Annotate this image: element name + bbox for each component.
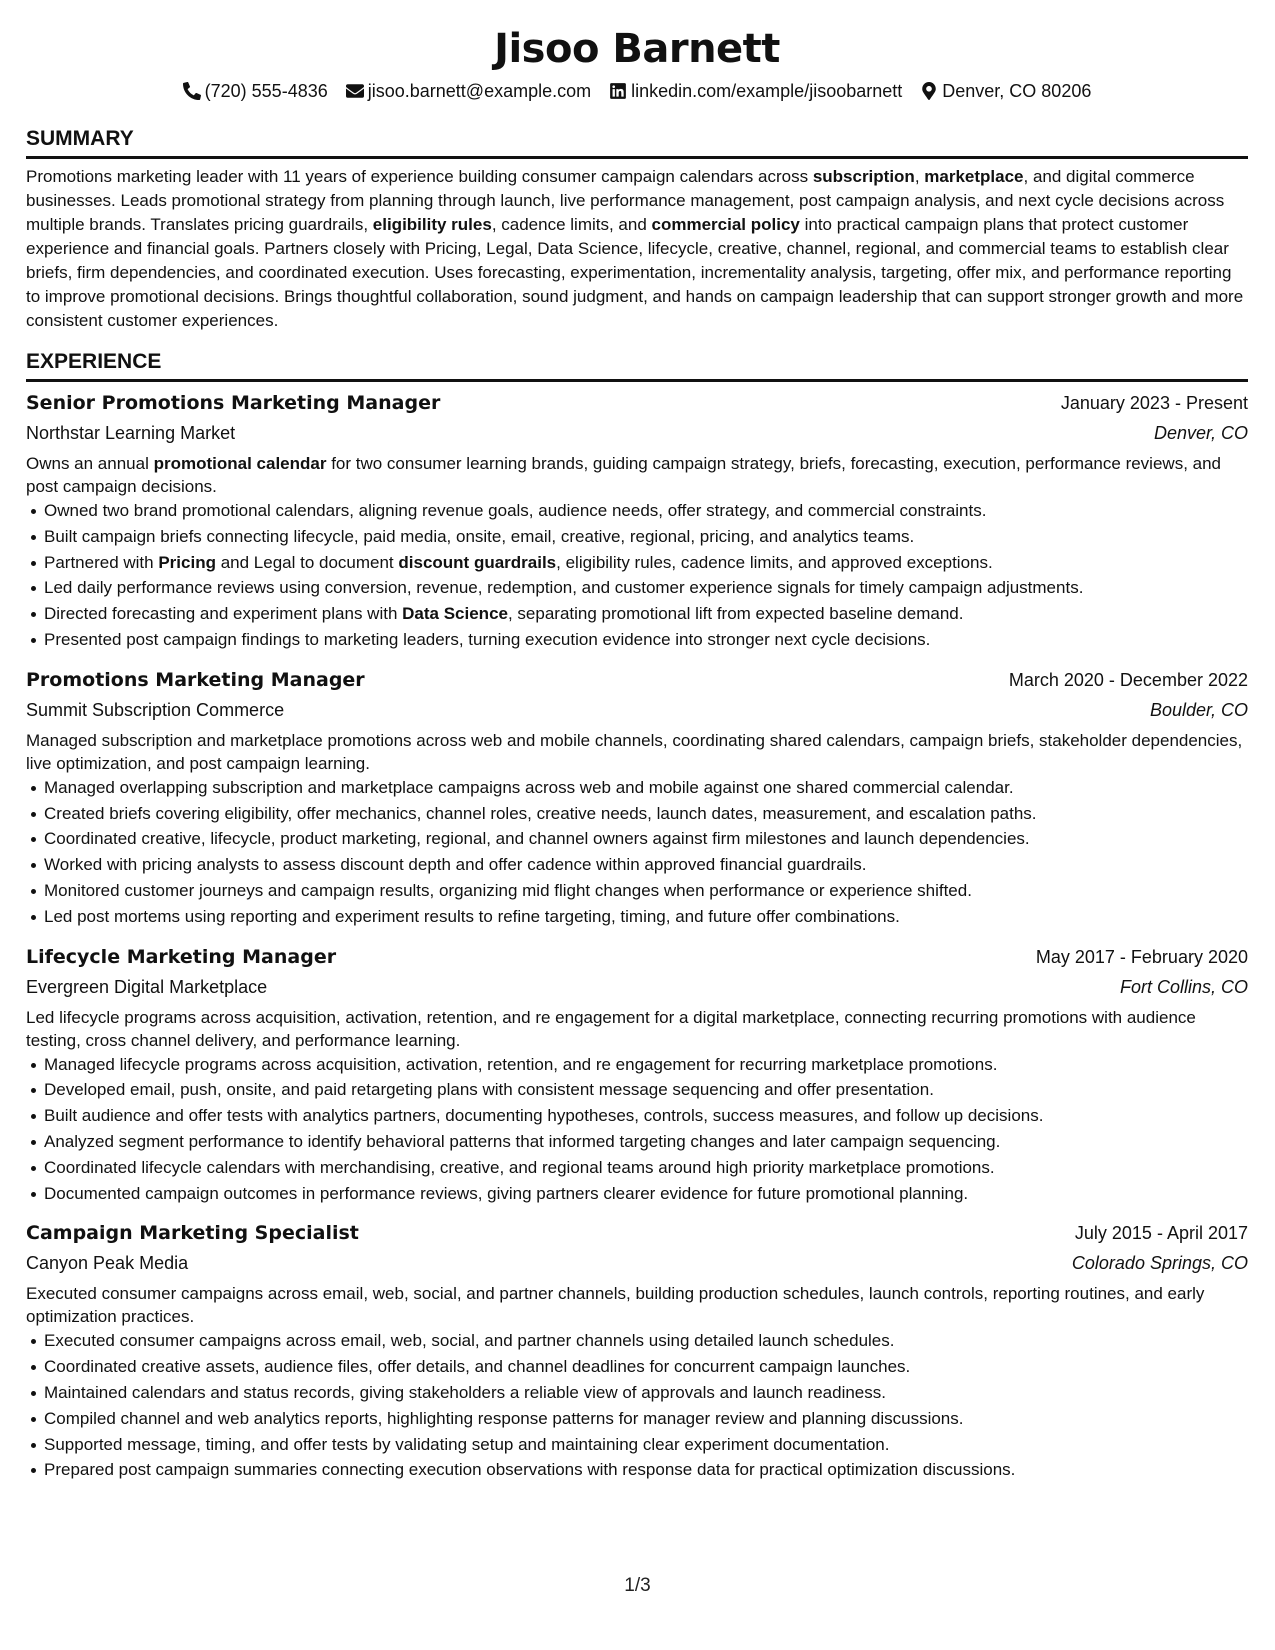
job-bullets bbox=[26, 498, 1248, 653]
location-text: Denver, CO 80206 bbox=[942, 81, 1092, 101]
contact-phone bbox=[183, 78, 328, 104]
bullet-item: Built campaign briefs connecting lifecycle, paid media, onsite, email, creative, regional, pricing, and analytics teams. bbox=[44, 524, 1248, 550]
job-description: Managed subscription and marketplace promotions across web and mobile channels, coordinating shared calendars, campaign briefs, stakeholder dependencies, live optimization, and post campaign learning. bbox=[26, 730, 1243, 773]
summary-text: Promotions marketing leader with 11 years of experience building consumer campaign calendars across subscription, marketplace, and digital commerce businesses. Leads promotional strategy from planning through launch, live performance management, post campaign analysis, and next cycle decisions across multiple brands. Translates pricing guardrails, eligibility rules, cadence limits, and commercial policy into practical campaign plans that protect customer experience and financial goals. Partners closely with Pricing, Legal, Data Science, lifecycle, creative, channel, regional, and commercial teams to establish clear briefs, firm dependencies, and coordinated execution. Uses forecasting, experimentation, incrementality analysis, targeting, offer mix, and performance reporting to improve promotional decisions. Brings thoughtful collaboration, sound judgment, and hands on campaign leadership that can support stronger growth and more consistent customer experiences. bbox=[26, 167, 1244, 330]
bullet-item: Created briefs covering eligibility, offer mechanics, channel roles, creative needs, launch dates, measurement, and escalation paths. bbox=[44, 801, 1248, 827]
summary-section bbox=[26, 126, 1248, 333]
bullet-item: Compiled channel and web analytics reports, highlighting response patterns for manager review and planning discussions. bbox=[44, 1406, 1248, 1432]
bullet-item: Partnered with Pricing and Legal to document discount guardrails, eligibility rules, cadence limits, and approved exceptions. bbox=[44, 550, 1248, 576]
linkedin-link[interactable]: linkedin.com/example/jisoobarnett bbox=[631, 81, 903, 101]
bullet-item: Prepared post campaign summaries connecting execution observations with response data for practical optimization discussions. bbox=[44, 1457, 1248, 1483]
bullet-item: Owned two brand promotional calendars, aligning revenue goals, audience needs, offer strategy, and commercial constraints. bbox=[44, 498, 1248, 524]
job-dates: January 2023 - Present bbox=[1060, 393, 1248, 413]
contact-linkedin[interactable] bbox=[609, 78, 902, 104]
phone-icon bbox=[183, 82, 201, 100]
job-dates: May 2017 - February 2020 bbox=[1035, 946, 1248, 967]
job-entry bbox=[26, 942, 1248, 1207]
job-company: Summit Subscription Commerce bbox=[26, 699, 285, 720]
job-entry bbox=[26, 388, 1248, 653]
candidate-name: Jisoo Barnett bbox=[494, 26, 780, 72]
map-pin-icon bbox=[920, 82, 938, 100]
bullet-item: Coordinated creative assets, audience files, offer details, and channel deadlines for concurrent campaign launches. bbox=[44, 1354, 1248, 1380]
bullet-item: Built audience and offer tests with analytics partners, documenting hypotheses, controls, success measures, and follow up decisions. bbox=[44, 1103, 1248, 1129]
bullet-item: Presented post campaign findings to marketing leaders, turning execution evidence into stronger next cycle decisions. bbox=[44, 627, 1248, 653]
bullet-item: Supported message, timing, and offer tests by validating setup and maintaining clear experiment documentation. bbox=[44, 1432, 1248, 1458]
bullet-item: Worked with pricing analysts to assess discount depth and offer cadence within approved financial guardrails. bbox=[44, 852, 1248, 878]
bullet-item: Executed consumer campaigns across email, web, social, and partner channels using detailed launch schedules. bbox=[44, 1328, 1248, 1354]
bullet-item: Directed forecasting and experiment plans with Data Science, separating promotional lift from expected baseline demand. bbox=[44, 601, 1248, 627]
job-title: Promotions Marketing Manager bbox=[26, 668, 365, 691]
job-bullets bbox=[26, 1328, 1248, 1483]
contact-location bbox=[920, 78, 1091, 104]
resume-page bbox=[26, 20, 1248, 1483]
experience-section bbox=[26, 349, 1248, 1483]
job-bullets bbox=[26, 1052, 1248, 1207]
experience-heading: EXPERIENCE bbox=[26, 349, 1248, 382]
job-company: Canyon Peak Media bbox=[26, 1253, 189, 1274]
bullet-item: Monitored customer journeys and campaign results, organizing mid flight changes when performance or experience shifted. bbox=[44, 878, 1248, 904]
contact-email[interactable] bbox=[346, 78, 591, 104]
bullet-item: Coordinated lifecycle calendars with merchandising, creative, and regional teams around high priority marketplace promotions. bbox=[44, 1155, 1248, 1181]
email-link[interactable]: jisoo.barnett@example.com bbox=[367, 81, 592, 101]
bullet-item: Developed email, push, onsite, and paid retargeting plans with consistent message sequencing and offer presentation. bbox=[44, 1077, 1248, 1103]
bullet-item: Documented campaign outcomes in performance reviews, giving partners clearer evidence for future promotional planning. bbox=[44, 1181, 1248, 1207]
page-number: 1/3 bbox=[624, 1575, 651, 1596]
job-title: Lifecycle Marketing Manager bbox=[26, 945, 337, 968]
bullet-item: Coordinated creative, lifecycle, product marketing, regional, and channel owners against firm milestones and launch dependencies. bbox=[44, 826, 1248, 852]
job-title: Campaign Marketing Specialist bbox=[26, 1222, 359, 1245]
bullet-item: Led post mortems using reporting and experiment results to refine targeting, timing, and future offer combinations. bbox=[44, 904, 1248, 930]
bullet-item: Managed overlapping subscription and marketplace campaigns across web and mobile against one shared commercial calendar. bbox=[44, 775, 1248, 801]
bullet-item: Maintained calendars and status records, giving stakeholders a reliable view of approvals and launch readiness. bbox=[44, 1380, 1248, 1406]
summary-heading: SUMMARY bbox=[26, 126, 1248, 159]
job-company: Evergreen Digital Marketplace bbox=[26, 976, 268, 997]
job-location: Colorado Springs, CO bbox=[1071, 1253, 1248, 1274]
envelope-icon bbox=[346, 82, 364, 100]
job-description: Owns an annual promotional calendar for two consumer learning brands, guiding campaign strategy, briefs, forecasting, execution, performance reviews, and post campaign decisions. bbox=[26, 454, 1222, 496]
linkedin-icon bbox=[609, 82, 627, 100]
bullet-item: Led daily performance reviews using conversion, revenue, redemption, and customer experience signals for timely campaign adjustments. bbox=[44, 575, 1248, 601]
job-description: Led lifecycle programs across acquisition, activation, retention, and re engagement for a digital marketplace, connecting recurring promotions with audience testing, cross channel delivery, and performance learning. bbox=[26, 1007, 1196, 1050]
job-bullets bbox=[26, 775, 1248, 930]
job-dates: July 2015 - April 2017 bbox=[1074, 1223, 1248, 1244]
phone-text: (720) 555-4836 bbox=[204, 81, 328, 101]
job-location: Boulder, CO bbox=[1149, 699, 1248, 720]
job-location: Fort Collins, CO bbox=[1119, 976, 1248, 997]
job-location: Denver, CO bbox=[1153, 423, 1248, 443]
job-dates: March 2020 - December 2022 bbox=[1008, 669, 1248, 690]
job-title: Senior Promotions Marketing Manager bbox=[26, 392, 441, 414]
job-description: Executed consumer campaigns across email, web, social, and partner channels, building production schedules, launch controls, reporting routines, and early optimization practices. bbox=[26, 1284, 1205, 1327]
job-entry bbox=[26, 665, 1248, 930]
contact-bar bbox=[26, 78, 1248, 104]
bullet-item: Managed lifecycle programs across acquisition, activation, retention, and re engagement for recurring marketplace promotions. bbox=[44, 1052, 1248, 1078]
bullet-item: Analyzed segment performance to identify behavioral patterns that informed targeting changes and later campaign sequencing. bbox=[44, 1129, 1248, 1155]
job-company: Northstar Learning Market bbox=[26, 423, 236, 443]
job-entry bbox=[26, 1218, 1248, 1483]
